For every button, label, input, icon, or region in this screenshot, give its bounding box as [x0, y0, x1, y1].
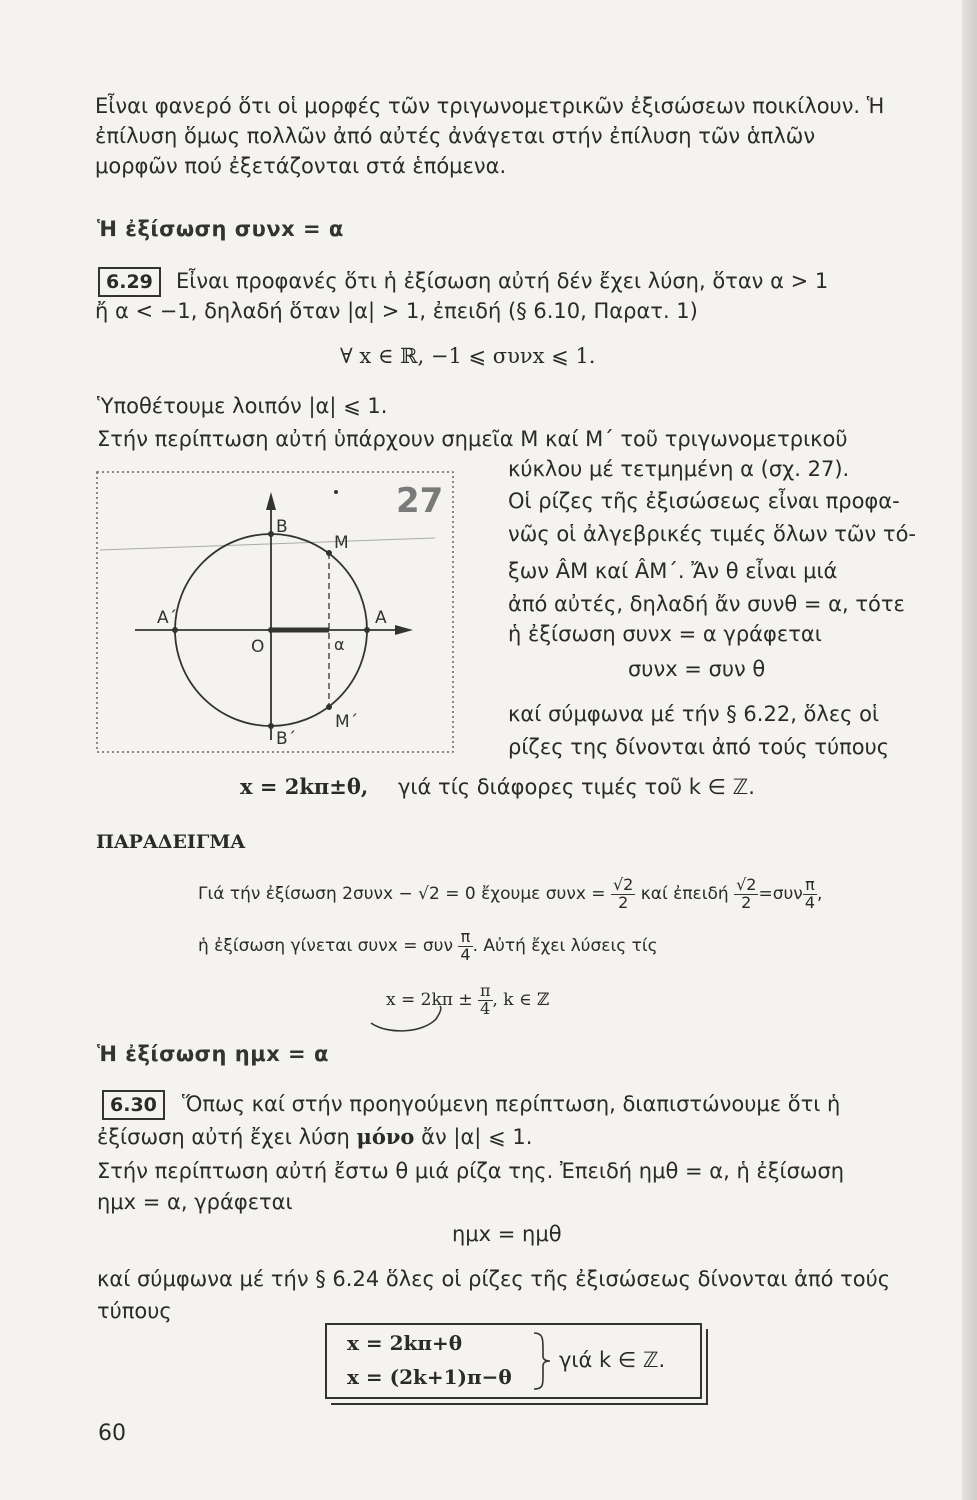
right-col2-line-1: καί σύμφωνα μέ τήν § 6.22, ὅλες οἱ — [508, 702, 880, 726]
case-line: Στήν περίπτωση αὐτή ὑπάρχουν σημεῖα Μ καί Μ΄ τοῦ τριγωνομετρικοῦ — [97, 427, 848, 451]
right-col-line-5: ἀπό αὐτές, δηλαδή ἄν συνθ = α, τότε — [508, 592, 905, 616]
right-col-line-4: ξων ÂM καί ÂM΄. Ἄν θ εἶναι μιά — [508, 559, 838, 583]
page-edge-shadow — [962, 0, 977, 1500]
point-M-prime — [326, 704, 332, 710]
example-line-3: x = 2kπ ± $\frac{\pi}{4}$ , k ∈ ℤ — [386, 981, 550, 1018]
sec630-line-2: ἐξίσωση αὐτή ἔχει λύση μόνο ἄν |α| ⩽ 1. — [97, 1124, 533, 1149]
sec630-line-4: ημx = α, γράφεται — [97, 1190, 293, 1214]
forall-line: ∀ x ∈ ℝ, −1 ⩽ συνx ⩽ 1. — [340, 344, 596, 368]
x-axis-arrow — [395, 625, 413, 635]
sec630-line-5: καί σύμφωνα μέ τήν § 6.24 ὅλες οἱ ρίζες τῆς ἐξισώσεως δίνονται ἀπό τούς — [97, 1267, 891, 1291]
sec629-line-2: ἤ α < −1, δηλαδή ὅταν |α| > 1, ἐπειδή (§ 6.10, Παρατ. 1) — [95, 299, 698, 323]
label-M-prime: M΄ — [335, 712, 359, 732]
sin-formula-1: x = 2kπ+θ — [347, 1331, 463, 1355]
sec630-line-6: τύπους — [97, 1299, 172, 1323]
figure-number: 27 — [396, 481, 444, 521]
handwritten-underline-mark — [368, 1005, 448, 1035]
label-alpha: α — [334, 635, 345, 654]
right-col-line-3: νῶς οἱ ἀλγεβρικές τιμές ὅλων τῶν τό- — [508, 522, 916, 546]
intro-line-2: ἐπίλυση ὅμως πολλῶν ἀπό αὐτές ἀνάγεται στήν ἐπίλυση τῶν ἁπλῶν — [95, 124, 816, 148]
sec629-line-1: Εἶναι προφανές ὅτι ἡ ἐξίσωση αὐτή δέν ἔχει λύση, ὅταν α > 1 — [176, 269, 829, 293]
page-number: 60 — [98, 1421, 126, 1446]
eq-sin: ημx = ημθ — [452, 1222, 562, 1246]
sin-formula-text: γιά k ∈ ℤ. — [559, 1348, 666, 1372]
label-A-prime: A΄ — [157, 608, 178, 628]
label-B-prime: B΄ — [276, 729, 297, 749]
section-6-29-label: 6.29 — [98, 267, 161, 297]
sin-formula-2: x = (2k+1)π−θ — [347, 1365, 512, 1389]
label-B: B — [276, 517, 288, 537]
label-O: O — [251, 637, 265, 657]
label-A: A — [375, 608, 387, 628]
section-6-30-label: 6.30 — [102, 1090, 165, 1120]
eq-cos: συνx = συν θ — [628, 657, 766, 681]
intro-line-3: μορφῶν πού ἐξετάζονται στά ἑπόμενα. — [95, 154, 507, 178]
right-col-line-1: κύκλου μέ τετμημένη α (σχ. 27). — [508, 457, 850, 481]
sec630-line-3: Στήν περίπτωση αὐτή ἔστω θ μιά ρίζα της. Ἐπειδή ημθ = α, ἡ ἐξίσωση — [97, 1159, 845, 1183]
heading-sin-equation: Ἡ ἐξίσωση ημx = α — [97, 1042, 329, 1066]
example-heading: ΠΑΡΑΔΕΙΓΜΑ — [96, 831, 246, 853]
label-M: M — [334, 533, 349, 553]
sin-solution-box — [325, 1323, 702, 1399]
sec630-line-1: Ὅπως καί στήν προηγούμενη περίπτωση, διαπιστώνουμε ὅτι ἡ — [182, 1092, 841, 1116]
right-col-line-2: Οἱ ρίζες τῆς ἐξισώσεως εἶναι προφα- — [508, 489, 900, 513]
right-brace — [531, 1331, 553, 1391]
point-M — [326, 550, 332, 556]
right-col-line-6: ἡ ἐξίσωση συνx = α γράφεται — [508, 622, 822, 646]
right-col2-line-2: ρίζες της δίνονται ἀπό τούς τύπους — [508, 735, 890, 759]
heading-cos-equation: Ἡ ἐξίσωση συνx = α — [97, 217, 344, 241]
example-line-2: ἡ ἐξίσωση γίνεται συνx = συν $\frac{\pi}{4}$ . Αὐτή ἔχει λύσεις τίς — [198, 926, 658, 964]
intro-line-1: Εἶναι φανερό ὅτι οἱ μορφές τῶν τριγωνομετρικῶν ἐξισώσεων ποικίλουν. Ἡ — [95, 94, 885, 118]
cos-solution-text: γιά τίς διάφορες τιμές τοῦ k ∈ ℤ. — [398, 775, 755, 799]
assume-line: Ὑποθέτουμε λοιπόν |α| ⩽ 1. — [97, 394, 388, 418]
y-axis-arrow — [266, 492, 276, 510]
figure-27-unit-circle — [95, 470, 465, 760]
cos-solution-formula: x = 2kπ±θ, — [240, 774, 369, 799]
example-line-1: Γιά τήν ἐξίσωση 2συνx − √2 = 0 ἔχουμε συνx = $\frac{√2}{2}$ καί ἐπειδή $\frac{√2}{2}$ =συν $\frac{\pi}{4}$ , — [198, 874, 823, 912]
